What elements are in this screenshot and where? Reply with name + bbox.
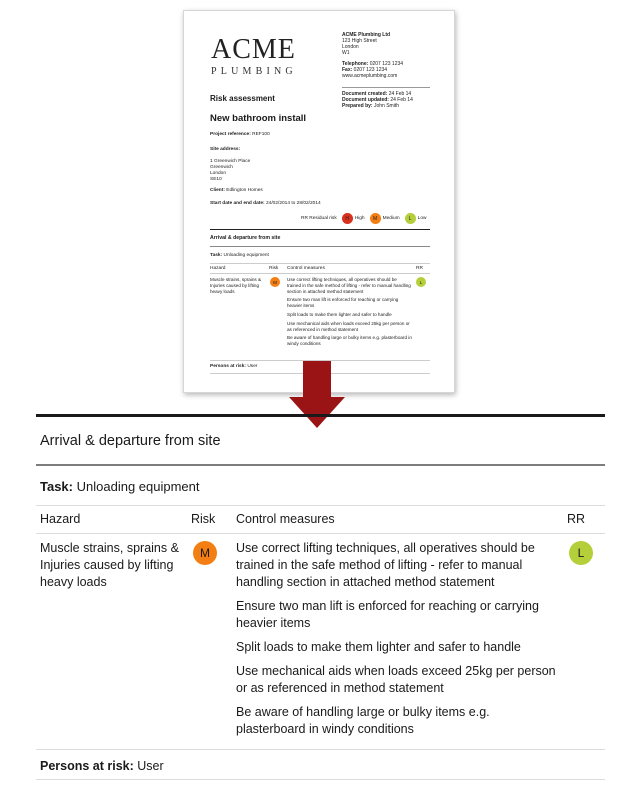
residual-risk-badge: L <box>569 541 593 565</box>
persons-value: User <box>137 759 164 773</box>
telephone-label: Telephone: <box>342 61 369 67</box>
section-divider <box>36 464 605 466</box>
control-measures-cell <box>236 540 556 738</box>
thumb-col-risk: Risk <box>269 266 279 271</box>
company-address-line: 123 High Street <box>342 38 377 44</box>
table-rule <box>36 779 605 780</box>
updated-value: 24 Feb 14 <box>390 97 413 103</box>
date-range: Start date and end date: 24/02/2014 to 28/02/2014 <box>210 201 321 206</box>
divider <box>210 246 430 247</box>
column-header-control-measures: Control measures <box>236 512 335 526</box>
thumb-col-hazard: Hazard <box>210 266 226 271</box>
thumb-persons: Persons at risk: User <box>210 364 258 369</box>
thumb-hazard: Muscle strains, sprains & Injuries caused by lifting heavy loads <box>210 277 262 294</box>
task-value: Unloading equipment <box>76 479 200 494</box>
document-title: New bathroom install <box>210 113 307 124</box>
legend-high-dot: H <box>342 213 353 224</box>
table-rule <box>36 505 605 506</box>
prepared-label: Prepared by: <box>342 103 373 109</box>
created-label: Document created: <box>342 91 388 97</box>
fax-value: 0207 123 1234 <box>353 67 388 73</box>
task-line <box>40 478 200 495</box>
legend-high-label: High <box>354 216 365 221</box>
company-address-line: W1 <box>342 50 350 56</box>
control-measure-item: Use correct lifting techniques, all operatives should be trained in the safe method of lifting - refer to manual handling section in attached method statement <box>236 541 535 589</box>
arrow-down-icon <box>289 361 345 428</box>
control-measure-item: Split loads to make them lighter and safer to handle <box>236 640 521 654</box>
client: Client: Edlington Homes <box>210 188 263 193</box>
hazard-cell: Muscle strains, sprains & Injuries caused by lifting heavy loads <box>40 541 179 589</box>
arrow-shape <box>289 361 345 428</box>
thumb-risk-badge: M <box>270 277 280 287</box>
divider <box>210 229 430 230</box>
company-website: www.acmeplumbing.com <box>342 73 398 79</box>
column-header-risk: Risk <box>191 512 216 526</box>
task-label: Task: <box>40 479 73 494</box>
project-reference: Project reference: REF100 <box>210 132 270 137</box>
risk-badge: M <box>193 541 217 565</box>
section-top-rule <box>36 414 605 417</box>
thumb-col-control: Control measures <box>287 266 325 271</box>
control-measure-item: Be aware of handling large or bulky items e.g. plasterboard in windy conditions <box>236 705 490 736</box>
table-rule <box>36 533 605 534</box>
table-rule <box>36 749 605 750</box>
thumb-task: Task: Unloading equipment <box>210 253 269 258</box>
section-title: Arrival & departure from site <box>40 433 221 449</box>
company-name: ACME Plumbing Ltd <box>342 32 391 38</box>
thumb-rr-badge: L <box>416 277 426 287</box>
logo-text: ACME <box>211 34 296 65</box>
column-header-rr: RR <box>567 512 586 526</box>
column-header-hazard: Hazard <box>40 512 81 526</box>
created-value: 24 Feb 14 <box>388 91 412 97</box>
updated-label: Document updated: <box>342 97 389 103</box>
company-details <box>342 32 450 79</box>
divider <box>342 87 430 88</box>
legend-medium-label: Medium <box>382 216 400 221</box>
legend-medium-dot: M <box>370 213 381 224</box>
prepared-value: John Smith <box>373 103 399 109</box>
document-heading: Risk assessment <box>210 94 275 103</box>
control-measure-item: Ensure two man lift is enforced for reaching or carrying heavier items <box>236 599 539 630</box>
legend-low-label: Low <box>417 216 427 221</box>
persons-at-risk <box>40 758 164 774</box>
logo-subtext: PLUMBING <box>211 66 297 77</box>
thumb-col-rr: RR <box>416 266 423 271</box>
document-preview <box>183 10 455 393</box>
legend-low-dot: L <box>405 213 416 224</box>
telephone-value: 0207 123 1234 <box>369 61 404 67</box>
control-measure-item: Use mechanical aids when loads exceed 25kg per person or as referenced in method statement <box>236 664 556 695</box>
thumb-section-title: Arrival & departure from site <box>210 235 281 241</box>
legend-label: RR Residual risk <box>301 216 337 221</box>
risk-legend <box>301 213 426 224</box>
company-address-line: London <box>342 44 359 50</box>
document-meta <box>342 91 450 109</box>
thumb-controls: Use correct lifting techniques, all operatives should be trained in the safe method of lifting - refer to manual handling section in attached method statement Ensure two man lift is enforced for reaching or carrying heavier items Split loads to make them lighter and safer to handle Use mechanical aids when loads exceed 25kg per person or as referenced in method statement Be aware of handling large or bulky items e.g. plasterboard in windy conditions <box>287 277 412 347</box>
fax-label: Fax: <box>342 67 353 73</box>
site-address: Site address: 1 Greenwich Place Greenwich London SE10 <box>210 147 251 182</box>
persons-label: Persons at risk: <box>40 759 134 773</box>
